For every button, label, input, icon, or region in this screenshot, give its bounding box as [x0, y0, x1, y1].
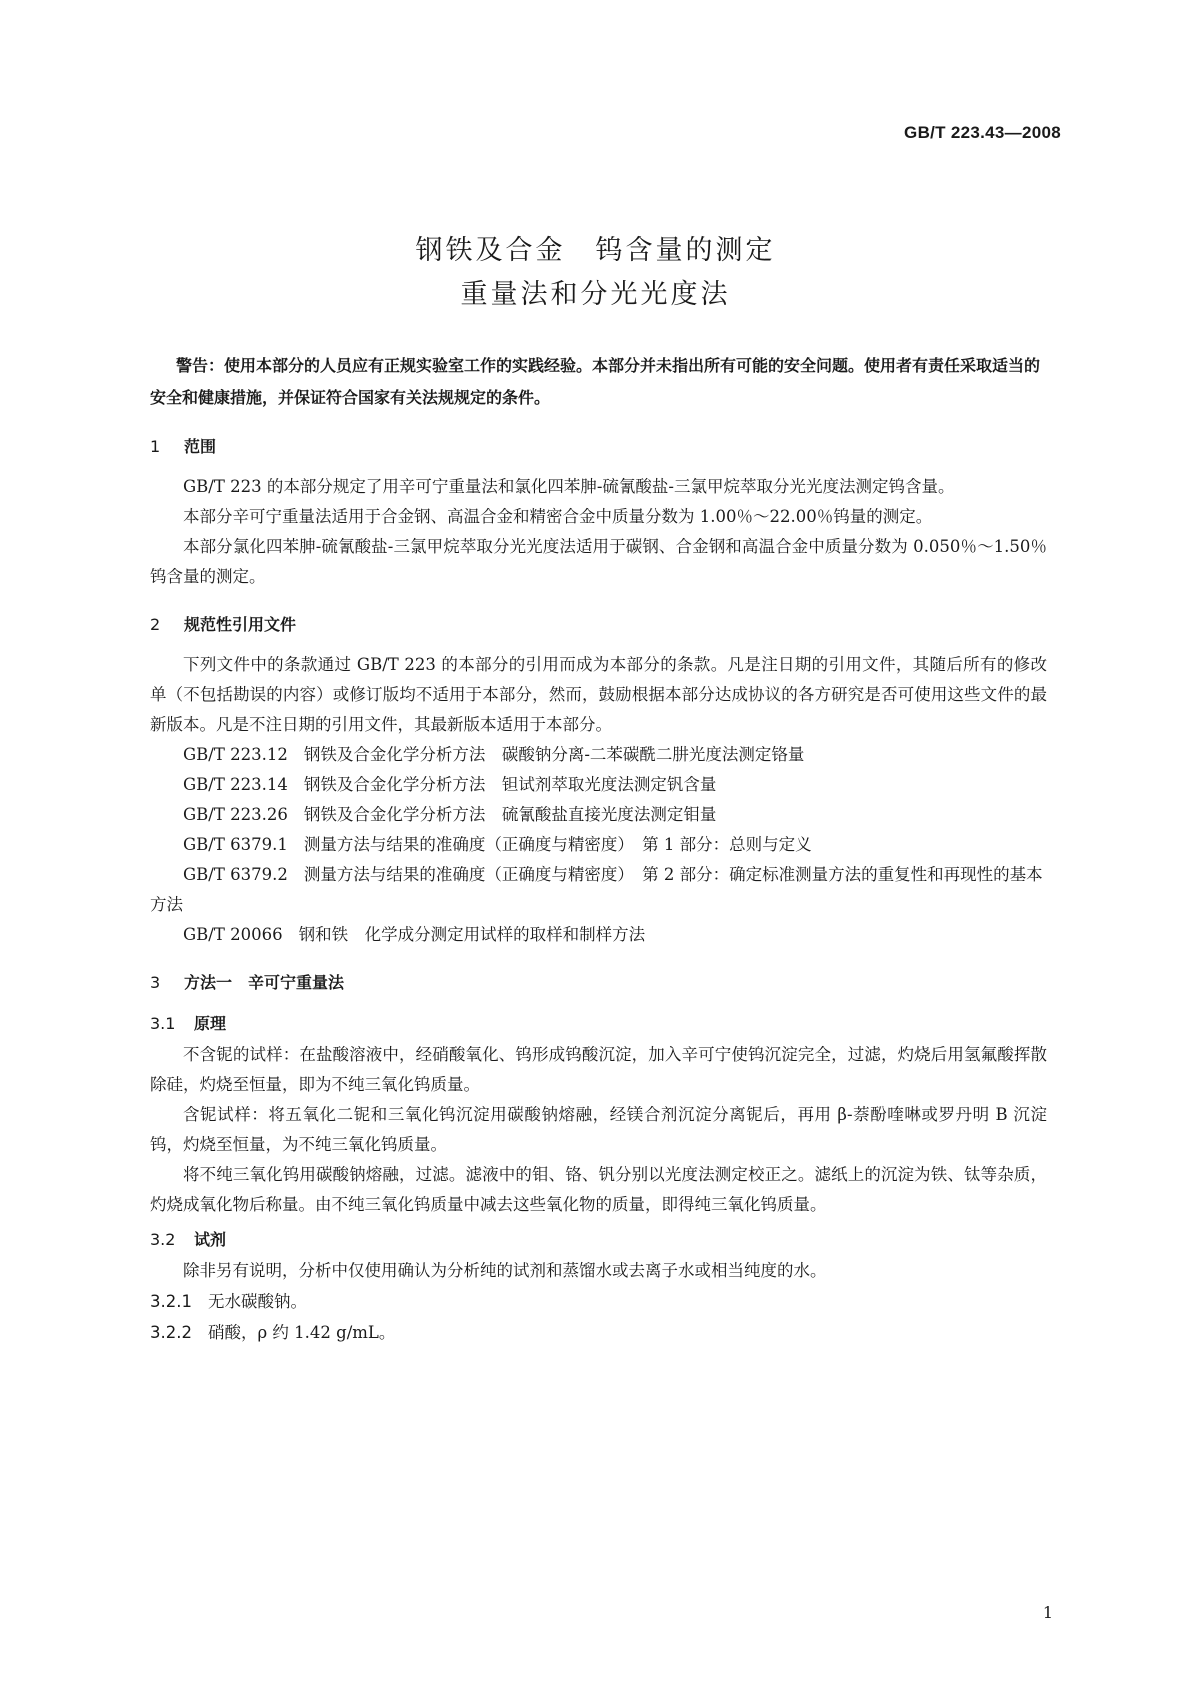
- reference-item: [150, 770, 1047, 800]
- references-intro-paragraph: 下列文件中的条款通过 GB/T 223 的本部分的引用而成为本部分的条款。凡是注日期的引用文件，其随后所有的修改单（不包括勘误的内容）或修订版均不适用于本部分，然而，鼓励根据本部分达成协议的各方研究是否可使用这些文件的最新版本。凡是不注日期的引用文件，其最新版本适用于本部分。: [150, 655, 1047, 734]
- reagent-number: 3.2.1: [150, 1292, 192, 1311]
- page-number: 1: [1042, 1603, 1053, 1622]
- section-title: 规范性引用文件: [184, 615, 297, 634]
- principle-paragraph: 不含铌的试样：在盐酸溶液中，经硝酸氧化、钨形成钨酸沉淀，加入辛可宁使钨沉淀完全，过滤，灼烧后用氢氟酸挥散除硅，灼烧至恒量，即为不纯三氧化钨质量。: [150, 1045, 1047, 1094]
- reference-title: 测量方法与结果的准确度（正确度与精密度） 第 1 部分：总则与定义: [303, 835, 812, 854]
- subsection-title: 原理: [194, 1014, 227, 1033]
- subsection-number: 3.1: [150, 1014, 176, 1033]
- document-title-line-2: 重量法和分光光度法: [460, 279, 731, 310]
- scope-paragraph: 本部分辛可宁重量法适用于合金钢、高温合金和精密合金中质量分数为 1.00％～22.00％钨量的测定。: [183, 507, 933, 526]
- scope-paragraph: GB/T 223 的本部分规定了用辛可宁重量法和氯化四苯胂-硫氰酸盐-三氯甲烷萃取分光光度法测定钨含量。: [183, 477, 955, 496]
- subsection-heading-principle: [150, 1008, 1047, 1040]
- reference-item: [150, 740, 1047, 770]
- section-number: 2: [150, 615, 161, 634]
- document-body: [150, 350, 1047, 1348]
- subsection-heading-reagents: [150, 1224, 1047, 1256]
- section-heading-normative-references: [150, 610, 1047, 640]
- reference-code: GB/T 20066: [183, 925, 283, 944]
- section-title: 范围: [184, 437, 217, 456]
- reagent-number: 3.2.2: [150, 1323, 192, 1342]
- reference-item: [150, 830, 1047, 860]
- reagent-item: [150, 1317, 1047, 1348]
- reference-title: 钢铁及合金化学分析方法 碳酸钠分离-二苯碳酰二肼光度法测定铬量: [303, 745, 805, 764]
- subsection-title: 试剂: [194, 1230, 227, 1249]
- principle-paragraph: 将不纯三氧化钨用碳酸钠熔融，过滤。滤液中的钼、铬、钒分别以光度法测定校正之。滤纸上的沉淀为铁、钛等杂质，灼烧成氧化物后称量。由不纯三氧化钨质量中减去这些氧化物的质量，即得纯三氧化钨质量。: [150, 1165, 1047, 1214]
- section-heading-method-one: [150, 968, 1047, 998]
- principle-paragraph: 含铌试样：将五氧化二铌和三氧化钨沉淀用碳酸钠熔融，经镁合剂沉淀分离铌后，再用 β-萘酚喹啉或罗丹明 B 沉淀钨，灼烧至恒量，为不纯三氧化钨质量。: [150, 1105, 1047, 1154]
- scope-paragraph: 本部分氯化四苯胂-硫氰酸盐-三氯甲烷萃取分光光度法适用于碳钢、合金钢和高温合金中质量分数为 0.050％～1.50％钨含量的测定。: [150, 537, 1047, 586]
- section-heading-scope: [150, 432, 1047, 462]
- reference-code: GB/T 223.14: [183, 775, 288, 794]
- reference-code: GB/T 6379.1: [183, 835, 288, 854]
- reference-item: [150, 800, 1047, 830]
- reagents-paragraph: 除非另有说明，分析中仅使用确认为分析纯的试剂和蒸馏水或去离子水或相当纯度的水。: [183, 1261, 827, 1280]
- subsection-number: 3.2: [150, 1230, 176, 1249]
- standard-code: GB/T 223.43—2008: [904, 123, 1061, 142]
- reagent-item: [150, 1286, 1047, 1317]
- reference-item: [150, 860, 1047, 920]
- reference-title: 钢铁及合金化学分析方法 硫氰酸盐直接光度法测定钼量: [303, 805, 717, 824]
- reference-title: 钢铁及合金化学分析方法 钽试剂萃取光度法测定钒含量: [303, 775, 717, 794]
- reference-item: [150, 920, 1047, 950]
- section-number: 3: [150, 973, 161, 992]
- reference-code: GB/T 6379.2: [183, 865, 288, 884]
- section-number: 1: [150, 437, 161, 456]
- reference-code: GB/T 223.26: [183, 805, 288, 824]
- document-title-line-1: 钢铁及合金 钨含量的测定: [415, 235, 776, 266]
- reagent-text: 硝酸，ρ 约 1.42 g/mL。: [207, 1323, 396, 1342]
- reference-title: 钢和铁 化学成分测定用试样的取样和制样方法: [298, 925, 646, 944]
- reference-title: 测量方法与结果的准确度（正确度与精密度） 第 2 部分：确定标准测量方法的重复性和再现性的基本方法: [150, 865, 1043, 914]
- section-title: 方法一 辛可宁重量法: [184, 973, 345, 992]
- reagent-text: 无水碳酸钠。: [207, 1292, 307, 1311]
- safety-warning: 警告：使用本部分的人员应有正规实验室工作的实践经验。本部分并未指出所有可能的安全问题。使用者有责任采取适当的安全和健康措施，并保证符合国家有关法规规定的条件。: [150, 356, 1041, 407]
- reference-code: GB/T 223.12: [183, 745, 288, 764]
